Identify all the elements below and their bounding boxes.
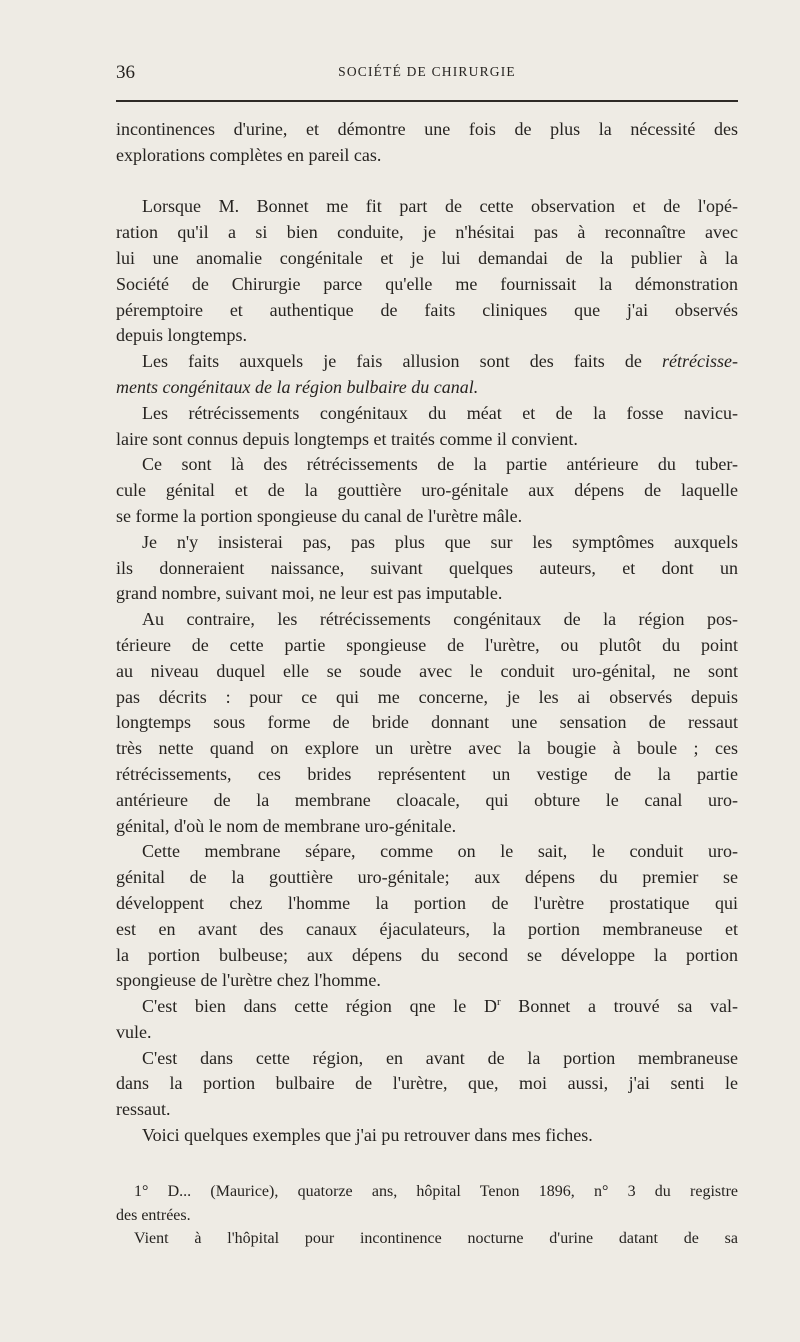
text-line: térieure de cette partie spongieuse de l'urètre, ou plutôt du point: [116, 634, 738, 655]
text-line: très nette quand on explore un urètre avec la bougie à boule ; ces: [116, 738, 738, 759]
text-line: Lorsque M. Bonnet me fit part de cette observation et de l'opé-: [142, 196, 738, 217]
running-head: [116, 62, 738, 86]
text-line: Société de Chirurgie parce qu'elle me fournissait la démonstration: [116, 273, 738, 294]
text-line: spongieuse de l'urètre chez l'homme.: [116, 970, 381, 991]
text-line: rétrécissements, ces brides représentent un vestige de la partie: [116, 763, 738, 784]
text-run: Les faits auxquels je fais allusion sont des faits de: [142, 351, 663, 372]
text-line: péremptoire et authentique de faits cliniques que j'ai observés: [116, 299, 738, 320]
note-line: des entrées.: [116, 1206, 191, 1224]
superscript-run: r: [496, 996, 501, 1009]
italic-run: rétrécisse-: [662, 351, 738, 372]
text-line: au niveau duquel elle se soude avec le conduit uro-génital, ne sont: [116, 660, 738, 681]
text-line: depuis longtemps.: [116, 325, 247, 346]
note-line: Vient à l'hôpital pour incontinence nocturne d'urine datant de sa: [134, 1230, 738, 1247]
text-line: ils donneraient naissance, suivant quelques auteurs, et dont un: [116, 557, 738, 578]
text-run: C'est bien dans cette région qne le D: [142, 996, 497, 1017]
text-line: [116, 375, 738, 401]
text-line: Ce sont là des rétrécissements de la partie antérieure du tuber-: [142, 454, 738, 475]
text-line: dans la portion bulbaire de l'urètre, que, moi aussi, j'ai senti le: [116, 1073, 738, 1094]
running-title: SOCIÉTÉ DE CHIRURGIE: [338, 64, 516, 79]
text-line: la portion bulbeuse; aux dépens du second se développe la portion: [116, 944, 738, 965]
header-rule: [116, 100, 738, 102]
text-line: pas décrits : pour ce qui me concerne, je les ai observés depuis: [116, 686, 738, 707]
paragraph-gap: [116, 169, 738, 195]
body-text: [116, 117, 738, 1149]
text-line: Cette membrane sépare, comme on le sait, le conduit uro-: [142, 841, 738, 862]
text-line: grand nombre, suivant moi, ne leur est pas imputable.: [116, 583, 503, 604]
text-line: antérieure de la membrane cloacale, qui obture le canal uro-: [116, 789, 738, 810]
text-line: vule.: [116, 1021, 152, 1042]
text-line: laire sont connus depuis longtemps et traités comme il convient.: [116, 428, 578, 449]
text-line: [116, 994, 738, 1020]
text-line: lui une anomalie congénitale et je lui demandai de la publier à la: [116, 247, 738, 268]
text-line: [116, 349, 738, 375]
text-line: longtemps sous forme de bride donnant une sensation de ressaut: [116, 712, 738, 733]
text-line: se forme la portion spongieuse du canal de l'urètre mâle.: [116, 505, 523, 526]
text-line: incontinences d'urine, et démontre une fois de plus la nécessité des: [116, 119, 738, 139]
text-run: Bonnet a trouvé sa val-: [500, 996, 738, 1017]
case-notes: [116, 1180, 738, 1251]
text-line: génital, d'où le nom de membrane uro-génitale.: [116, 815, 457, 836]
text-line: est en avant des canaux éjaculateurs, la portion membraneuse et: [116, 918, 738, 939]
page-number: 36: [116, 62, 135, 83]
text-line: ration qu'il a si bien conduite, je n'hésitai pas à reconnaître avec: [116, 222, 738, 243]
text-line: explorations complètes en pareil cas.: [116, 144, 382, 165]
text-line: développent chez l'homme la portion de l'urètre prostatique qui: [116, 892, 738, 913]
text-line: cule génital et de la gouttière uro-génitale aux dépens de laquelle: [116, 480, 738, 501]
text-line: Au contraire, les rétrécissements congénitaux de la région pos-: [142, 609, 738, 630]
text-line: génital de la gouttière uro-génitale; aux dépens du premier se: [116, 867, 738, 888]
text-line: Les rétrécissements congénitaux du méat et de la fosse navicu-: [142, 402, 738, 423]
text-line: Je n'y insisterai pas, pas plus que sur les symptômes auxquels: [142, 531, 738, 552]
note-line: 1° D... (Maurice), quatorze ans, hôpital Tenon 1896, n° 3 du registre: [134, 1183, 738, 1200]
text-line: Voici quelques exemples que j'ai pu retrouver dans mes fiches.: [142, 1125, 593, 1146]
text-line: ressaut.: [116, 1099, 171, 1120]
italic-run: ments congénitaux de la région bulbaire du canal.: [116, 376, 479, 397]
text-line: C'est dans cette région, en avant de la portion membraneuse: [142, 1047, 738, 1068]
